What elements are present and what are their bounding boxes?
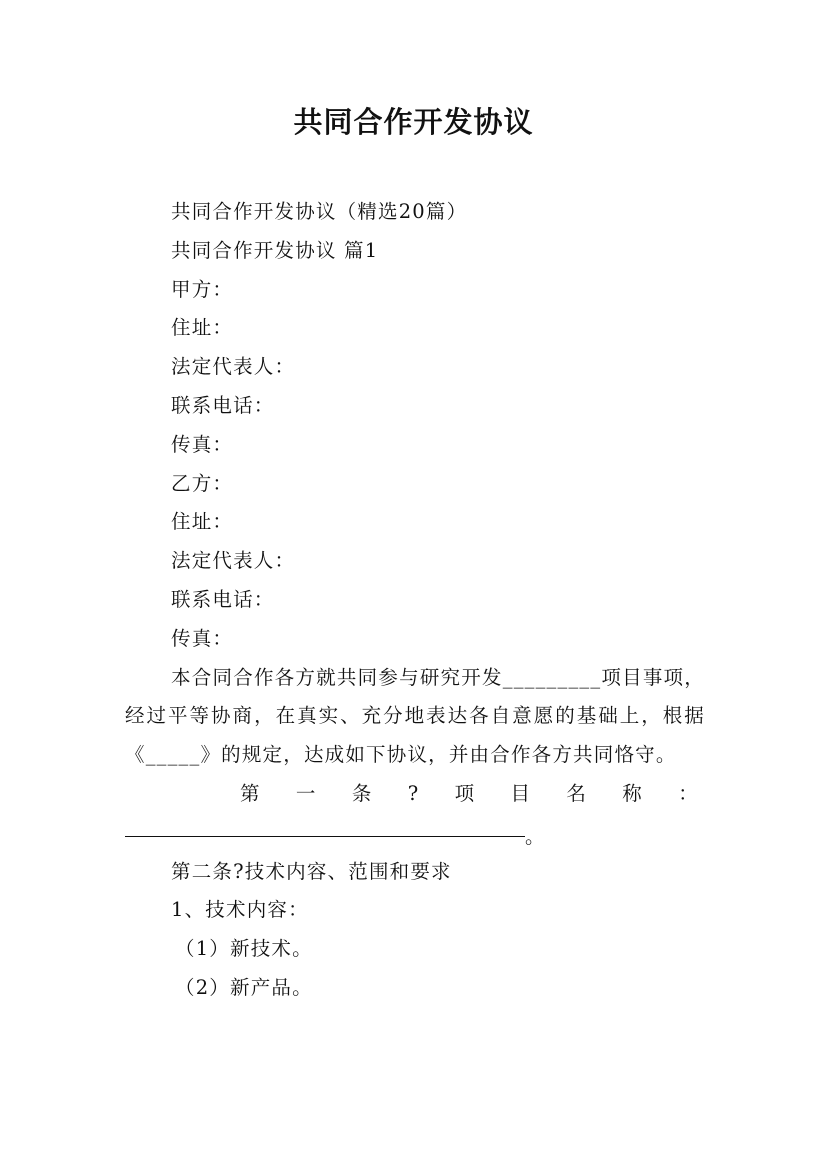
clause-1-char: 第 [240,781,261,805]
clause-1-heading [125,775,705,814]
clause-1-blank-line [125,814,705,853]
section-heading: 共同合作开发协议 篇1 [171,238,379,262]
clause-1-char: ： [678,781,699,805]
clause-1-char: 名 [566,781,588,805]
project-name-blank [125,814,525,837]
party-a-address: 住址： [171,316,234,340]
preamble-paragraph: 本合同合作各方就共同参与研究开发_________项目事项，经过平等协商，在真实、充分地表达各自意愿的基础上，根据《_____》的规定，达成如下协议，并由合作各方共同恪守。 [125,665,705,767]
party-b-phone: 联系电话： [171,587,275,611]
party-a-representative: 法定代表人： [171,355,296,379]
party-a-label: 甲方： [171,277,234,301]
clause-1-char: 称 [622,781,643,805]
party-a-fax: 传真： [171,432,234,456]
party-b-address: 住址： [171,510,234,534]
party-a-phone: 联系电话： [171,393,275,417]
sub-item: （1）新技术。 [175,937,313,961]
subtitle-line: 共同合作开发协议（精选20篇） [171,200,468,223]
document-title: 共同合作开发协议 [293,105,534,139]
clause-2-heading: 第二条?技术内容、范围和要求 [171,859,452,883]
clause-1-char: 条 [351,781,373,805]
clause-1-char: 项 [454,781,476,805]
party-b-fax: 传真： [171,626,234,650]
item-1-heading: 1、技术内容： [171,898,309,922]
document-body [125,193,705,1008]
clause-1-char: ? [407,781,420,805]
clause-1-char: 目 [510,781,532,805]
party-b-label: 乙方： [171,471,234,495]
clause-1-char: 一 [295,781,317,805]
party-b-representative: 法定代表人： [171,549,296,573]
clause-1-end: 。 [525,824,546,848]
sub-item: （2）新产品。 [175,975,313,999]
